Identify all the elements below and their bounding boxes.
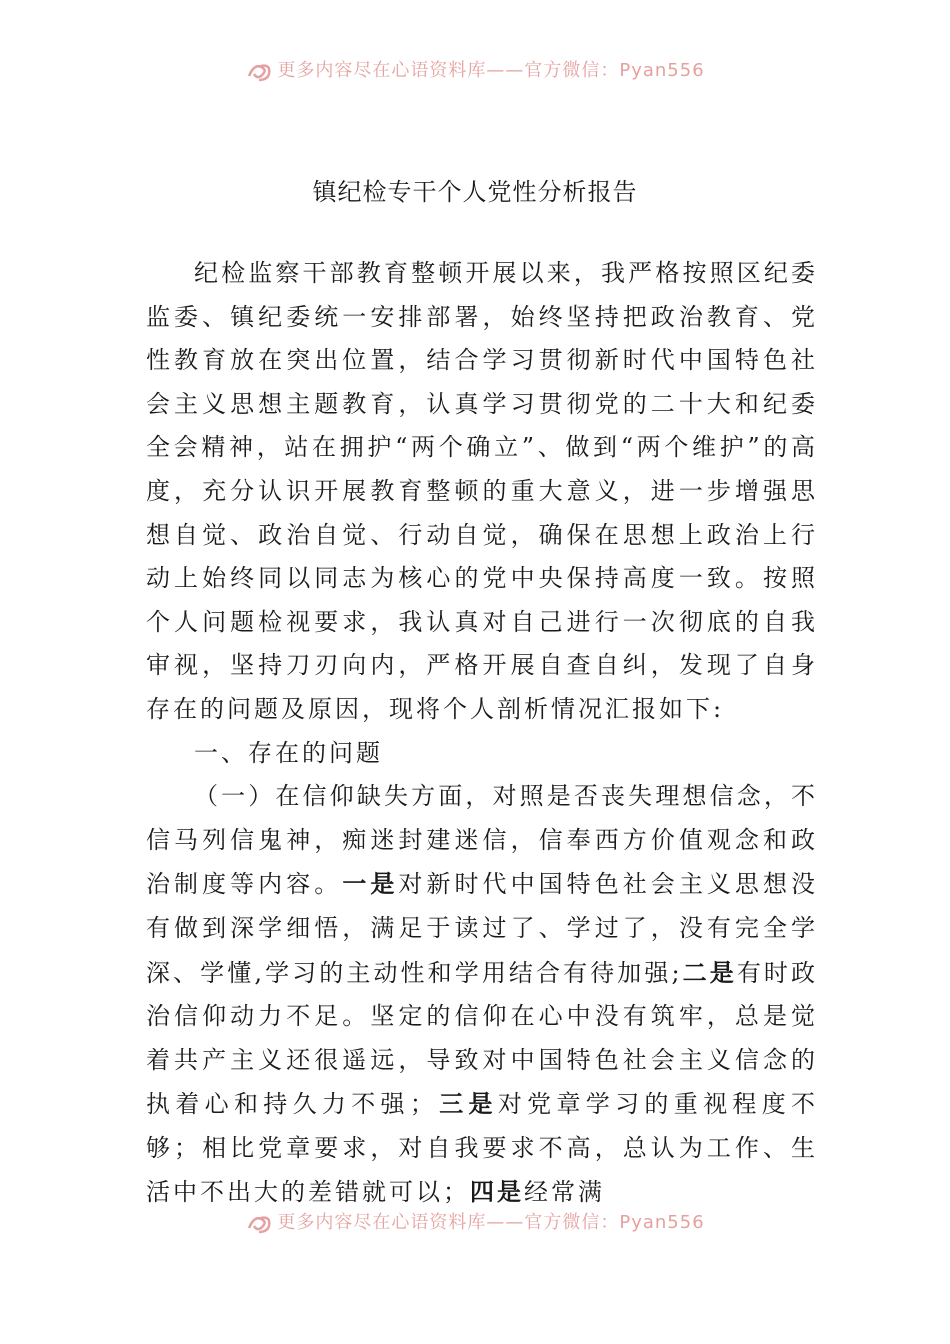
intro-paragraph: 纪检监察干部教育整顿开展以来，我严格按照区纪委监委、镇纪委统一安排部署，始终坚持把政治教育、党性教育放在突出位置，结合学习贯彻新时代中国特色社会主义思想主题教育，认真学习贯彻党的二十大和纪委全会精神，站在拥护“两个确立”、做到“两个维护”的高度，充分认识开展教育整顿的重大意义，进一步增强思想自觉、政治自觉、行动自觉，确保在思想上政治上行动上始终同以同志为核心的党中央保持高度一致。按照个人问题检视要求，我认真对自己进行一次彻底的自我审视，坚持刀刃向内，严格开展自查自纠，发现了自身存在的问题及原因，现将个人剖析情况汇报如下: [146,259,818,723]
point-second: 有时政治信仰动力不足。坚定的信仰在心中没有筑牢，总是觉着共产主义还很遥远，导致对中国特色社会主义信念的执着心和持久力不强； [146,958,819,1119]
footer-watermark-text: 更多内容尽在心语资料库——官方微信：Pyan556 [277,1212,705,1233]
header-watermark-text: 更多内容尽在心语资料库——官方微信：Pyan556 [277,60,705,81]
keyword-third: 三是 [436,1089,498,1119]
keyword-first: 一是 [342,869,399,899]
point-first: 对新时代中国特色社会主义思想没有做到深学细悟，满足于读过了、学过了，没有完全学深、学懂,学习的主动性和学用结合有待加强; [146,870,819,987]
keyword-fourth: 四是 [470,1177,524,1207]
point-fourth: 经常满 [524,1178,605,1207]
document-body [146,252,818,1215]
subsection-paragraph [146,775,818,1215]
logo-icon [245,1212,275,1234]
document-title: 镇纪检专干个人党性分析报告 [312,178,638,206]
footer-watermark [0,1208,950,1234]
logo-icon [245,60,275,82]
section-heading: 一、存在的问题 [194,738,383,767]
header-watermark [0,56,950,82]
point-third: 对党章学习的重视程度不够；相比党章要求，对自我要求不高，总认为工作、生活中不出大的差错就可以； [146,1090,819,1207]
keyword-second: 二是 [682,957,737,987]
subsection-lead: （一）在信仰缺失方面，对照是否丧失理想信念，不信马列信鬼神，痴迷封建迷信，信奉西方价值观念和政治制度等内容。 [146,782,818,899]
